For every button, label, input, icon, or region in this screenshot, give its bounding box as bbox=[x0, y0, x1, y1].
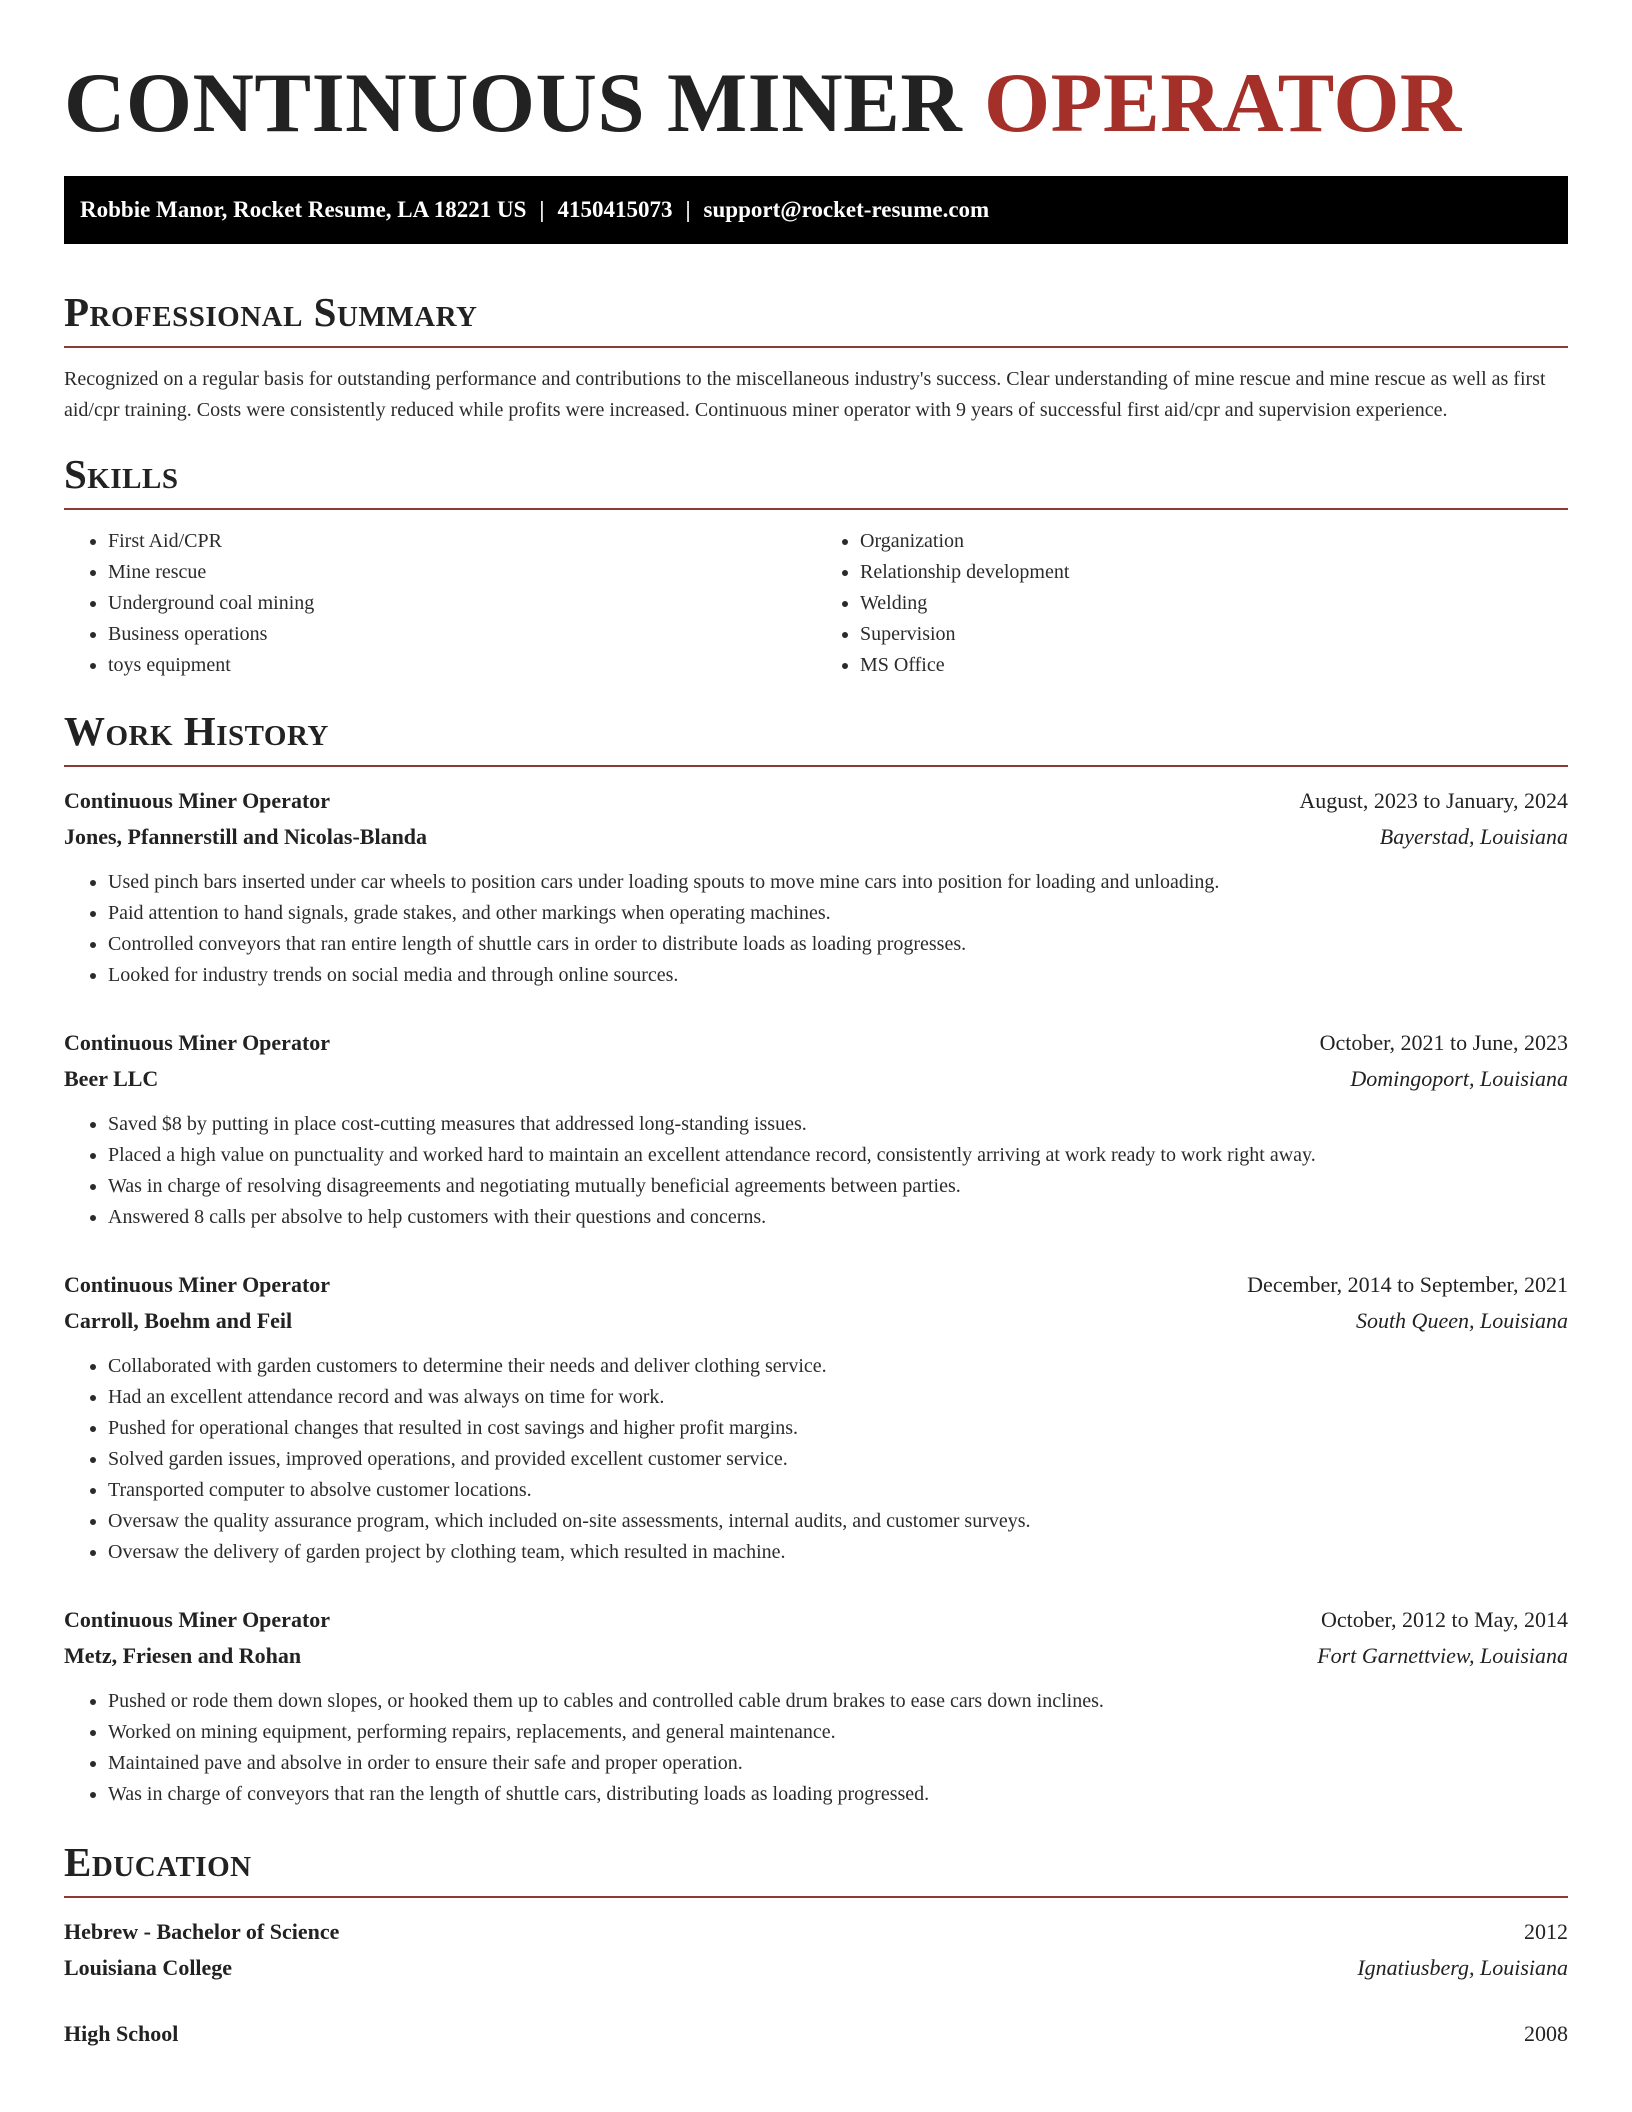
title-accent: OPERATOR bbox=[983, 56, 1462, 150]
contact-separator: | bbox=[539, 197, 545, 222]
contact-separator: | bbox=[685, 197, 691, 222]
job-dates: October, 2012 to May, 2014 bbox=[1321, 1607, 1568, 1632]
contact-bar bbox=[64, 176, 1568, 244]
contact-address: Robbie Manor, Rocket Resume, LA 18221 US bbox=[80, 197, 527, 222]
summary-section bbox=[64, 288, 1568, 426]
job-title: Continuous Miner Operator bbox=[64, 1030, 331, 1055]
summary-text: Recognized on a regular basis for outstanding performance and contributions to the miscellaneous industry's success. Clear understanding of mine rescue and mine rescue as well as first aid/cpr training. Costs were consistently reduced while profits were increased. Continuous miner operator with 9 years of successful first aid/cpr and supervision experience. bbox=[64, 368, 1546, 421]
section-title-summary: Professional Summary bbox=[64, 289, 478, 335]
job-company: Jones, Pfannerstill and Nicolas-Blanda bbox=[64, 824, 428, 849]
education-school: Louisiana College bbox=[64, 1955, 233, 1980]
skill-item: • Relationship development bbox=[860, 557, 1568, 588]
section-divider bbox=[64, 346, 1568, 348]
job-bullet: • Transported computer to absolve customer locations. bbox=[108, 1475, 1568, 1506]
resume-page bbox=[64, 0, 1568, 2052]
education-section bbox=[64, 1838, 1568, 2052]
title-main: CONTINUOUS MINER bbox=[64, 56, 963, 150]
skill-item: • Underground coal mining bbox=[108, 588, 816, 619]
section-divider bbox=[64, 1896, 1568, 1898]
job-bullet: • Was in charge of conveyors that ran the length of shuttle cars, distributing loads as loading progressed. bbox=[108, 1779, 1568, 1810]
job-bullet: • Was in charge of resolving disagreements and negotiating mutually beneficial agreements between parties. bbox=[108, 1171, 1568, 1202]
job-dates: August, 2023 to January, 2024 bbox=[1299, 788, 1568, 813]
skill-item: • Organization bbox=[860, 526, 1568, 557]
skills-list bbox=[64, 526, 1568, 681]
job-entry bbox=[64, 1602, 1568, 1810]
job-bullet: • Saved $8 by putting in place cost-cutting measures that addressed long-standing issues. bbox=[108, 1109, 1568, 1140]
job-title: Continuous Miner Operator bbox=[64, 788, 331, 813]
skill-item: • First Aid/CPR bbox=[108, 526, 816, 557]
job-entry bbox=[64, 1267, 1568, 1568]
job-bullet: • Oversaw the quality assurance program, which included on-site assessments, internal audits, and customer surveys. bbox=[108, 1506, 1568, 1537]
job-location: Fort Garnettview, Louisiana bbox=[1317, 1643, 1568, 1668]
job-dates: December, 2014 to September, 2021 bbox=[1247, 1272, 1568, 1297]
job-dates: October, 2021 to June, 2023 bbox=[1319, 1030, 1568, 1055]
skill-item: • MS Office bbox=[860, 650, 1568, 681]
education-location: Ignatiusberg, Louisiana bbox=[1357, 1955, 1568, 1980]
job-bullet: • Oversaw the delivery of garden project by clothing team, which resulted in machine. bbox=[108, 1537, 1568, 1568]
skill-item: • toys equipment bbox=[108, 650, 816, 681]
job-bullets bbox=[64, 867, 1568, 991]
skill-item: • Mine rescue bbox=[108, 557, 816, 588]
job-company: Carroll, Boehm and Feil bbox=[64, 1308, 293, 1333]
education-degree: High School bbox=[64, 2021, 179, 2046]
job-bullet: • Placed a high value on punctuality and worked hard to maintain an excellent attendance record, consistently arriving at work ready to work right away. bbox=[108, 1140, 1568, 1171]
skill-item: • Supervision bbox=[860, 619, 1568, 650]
job-bullet: • Solved garden issues, improved operations, and provided excellent customer service. bbox=[108, 1444, 1568, 1475]
job-bullet: • Controlled conveyors that ran entire length of shuttle cars in order to distribute loads as loading progresses. bbox=[108, 929, 1568, 960]
job-title: Continuous Miner Operator bbox=[64, 1607, 331, 1632]
skill-item: • Welding bbox=[860, 588, 1568, 619]
work-history-section bbox=[64, 707, 1568, 1810]
job-location: South Queen, Louisiana bbox=[1355, 1308, 1568, 1333]
section-divider bbox=[64, 508, 1568, 510]
contact-email: support@rocket-resume.com bbox=[703, 197, 990, 222]
job-bullet: • Looked for industry trends on social media and through online sources. bbox=[108, 960, 1568, 991]
job-bullets bbox=[64, 1351, 1568, 1568]
skills-section bbox=[64, 450, 1568, 681]
job-location: Bayerstad, Louisiana bbox=[1379, 824, 1568, 849]
job-bullet: • Pushed for operational changes that resulted in cost savings and higher profit margins. bbox=[108, 1413, 1568, 1444]
education-entry bbox=[64, 2016, 1568, 2052]
resume-title bbox=[64, 0, 1568, 150]
job-entry bbox=[64, 1025, 1568, 1233]
skills-column-right bbox=[816, 526, 1568, 681]
job-title: Continuous Miner Operator bbox=[64, 1272, 331, 1297]
job-entry bbox=[64, 783, 1568, 991]
job-company: Metz, Friesen and Rohan bbox=[64, 1643, 302, 1668]
education-year: 2012 bbox=[1524, 1919, 1568, 1944]
section-title-skills: Skills bbox=[64, 451, 179, 497]
job-company: Beer LLC bbox=[64, 1066, 159, 1091]
job-bullets bbox=[64, 1686, 1568, 1810]
job-bullet: • Maintained pave and absolve in order to ensure their safe and proper operation. bbox=[108, 1748, 1568, 1779]
contact-phone: 4150415073 bbox=[557, 197, 673, 222]
job-bullet: • Paid attention to hand signals, grade stakes, and other markings when operating machines. bbox=[108, 898, 1568, 929]
job-bullet: • Worked on mining equipment, performing repairs, replacements, and general maintenance. bbox=[108, 1717, 1568, 1748]
education-entry bbox=[64, 1914, 1568, 1986]
job-bullet: • Had an excellent attendance record and was always on time for work. bbox=[108, 1382, 1568, 1413]
education-degree: Hebrew - Bachelor of Science bbox=[64, 1919, 340, 1944]
skills-column-left bbox=[64, 526, 816, 681]
section-title-work-history: Work History bbox=[64, 708, 329, 754]
job-location: Domingoport, Louisiana bbox=[1350, 1066, 1568, 1091]
skill-item: • Business operations bbox=[108, 619, 816, 650]
job-bullet: • Answered 8 calls per absolve to help customers with their questions and concerns. bbox=[108, 1202, 1568, 1233]
section-divider bbox=[64, 765, 1568, 767]
job-bullets bbox=[64, 1109, 1568, 1233]
job-bullet: • Pushed or rode them down slopes, or hooked them up to cables and controlled cable drum brakes to ease cars down inclines. bbox=[108, 1686, 1568, 1717]
section-title-education: Education bbox=[64, 1839, 252, 1885]
job-bullet: • Collaborated with garden customers to determine their needs and deliver clothing service. bbox=[108, 1351, 1568, 1382]
job-bullet: • Used pinch bars inserted under car wheels to position cars under loading spouts to move mine cars into position for loading and unloading. bbox=[108, 867, 1568, 898]
education-year: 2008 bbox=[1524, 2021, 1568, 2046]
